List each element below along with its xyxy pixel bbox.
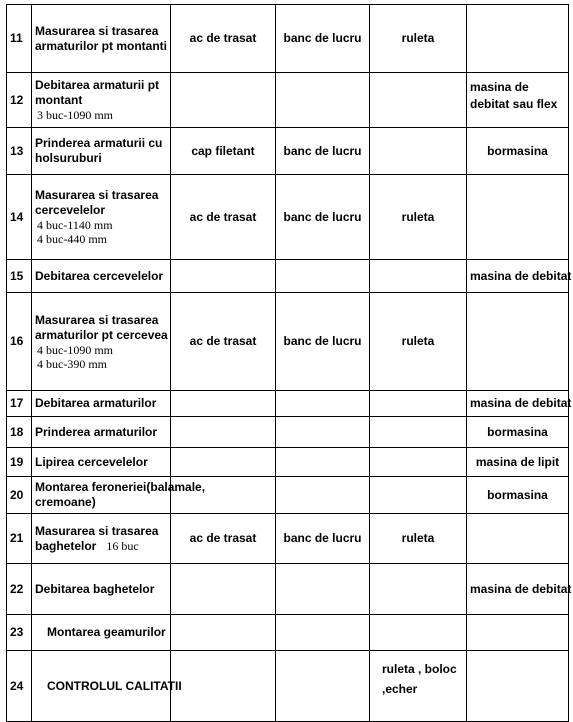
measuring-tool-cell (370, 615, 467, 651)
operation-cell (32, 128, 171, 175)
row-number: 23 (7, 615, 32, 651)
workbench-cell (276, 615, 370, 651)
operation-text: CONTROLUL CALITATII (47, 678, 182, 693)
measuring-tool-cell: ruleta (370, 175, 467, 260)
measuring-tool-cell: ruleta (370, 5, 467, 73)
workbench-cell: banc de lucru (276, 514, 370, 564)
table-row (7, 5, 569, 73)
machine-cell: masina de debitat (467, 260, 569, 293)
operation-text: armaturilor pt montanti (35, 38, 168, 53)
operation-text: Debitarea armaturii pt (35, 78, 160, 92)
table-row (7, 615, 569, 651)
dimension-text: 4 buc-390 mm (37, 356, 107, 371)
workbench-cell (276, 564, 370, 615)
measuring-tool-cell (370, 73, 467, 128)
table-row (7, 514, 569, 564)
table-row (7, 651, 569, 722)
tool-cell: ac de trasat (171, 175, 276, 260)
operation-cell (32, 73, 171, 128)
measuring-tool-cell (370, 564, 467, 615)
table-row (7, 175, 569, 260)
workbench-cell (276, 260, 370, 293)
machine-cell: bormasina (467, 128, 569, 175)
operation-text: Debitarea armaturilor (35, 396, 157, 410)
operation-text: cremoane) (35, 495, 96, 509)
quantity-text: 16 buc (106, 538, 139, 553)
workbench-cell: banc de lucru (276, 5, 370, 73)
machine-cell: masina de debitat (467, 391, 569, 417)
operation-text: Lipirea cercevelelor (35, 454, 148, 469)
measuring-tool-cell (370, 477, 467, 514)
operation-cell (32, 417, 171, 448)
operation-cell (32, 564, 171, 615)
operation-text: Masurarea si trasarea (35, 523, 159, 538)
table-row (7, 417, 569, 448)
operation-cell (32, 175, 171, 260)
dimension-text: 4 buc-440 mm (37, 232, 107, 246)
measuring-tool-cell (370, 260, 467, 293)
operations-table-body (7, 5, 572, 722)
tool-cell: ac de trasat (171, 5, 276, 73)
dimension-text: 3 buc-1090 mm (37, 108, 113, 122)
tool-cell (171, 391, 276, 417)
row-number: 17 (7, 391, 32, 417)
row-number: 15 (7, 260, 32, 293)
tool-cell: ac de trasat (171, 293, 276, 391)
machine-cell (467, 293, 569, 391)
machine-cell: masina de lipit (467, 448, 569, 477)
operation-cell (32, 615, 171, 651)
workbench-cell (276, 391, 370, 417)
operation-text: Montarea geamurilor (47, 625, 166, 639)
table-row (7, 73, 569, 128)
table-row (7, 260, 569, 293)
tool-cell (171, 73, 276, 128)
machine-cell: bormasina (467, 417, 569, 448)
machine-cell: masina de debitat (467, 564, 569, 615)
operation-cell (32, 514, 171, 564)
row-number: 13 (7, 128, 32, 175)
dimension-text: 4 buc-1090 mm (37, 342, 113, 357)
operation-text: Masurarea si trasarea (35, 23, 159, 38)
tool-cell (171, 448, 276, 477)
operation-cell (32, 651, 182, 722)
operations-table (6, 4, 572, 722)
workbench-cell (276, 651, 370, 722)
operation-text: Debitarea baghetelor (35, 581, 155, 596)
table-row (7, 477, 569, 514)
operation-text: Masurarea si trasarea (35, 188, 159, 202)
machine-cell (467, 514, 569, 564)
machine-cell: bormasina (467, 477, 569, 514)
tool-cell (171, 260, 276, 293)
machine-cell (467, 5, 569, 73)
operation-cell (32, 293, 171, 391)
workbench-cell (276, 448, 370, 477)
measuring-tool-cell: ruleta (370, 293, 467, 391)
dimension-text: 4 buc-1140 mm (37, 218, 113, 232)
operation-line-wrap (35, 539, 167, 554)
measuring-tool-cell (370, 448, 467, 477)
table-row (7, 128, 569, 175)
measuring-tool-cell (370, 128, 467, 175)
table-row (7, 293, 569, 391)
operation-cell (32, 448, 171, 477)
operation-text: Debitarea cercevelelor (35, 268, 164, 283)
operation-cell (32, 391, 171, 417)
operation-text: Prinderea armaturii cu (35, 136, 163, 150)
operation-text: holsuruburi (35, 151, 102, 165)
measuring-tool-cell (370, 417, 467, 448)
row-number: 22 (7, 564, 32, 615)
tool-cell (171, 615, 276, 651)
workbench-cell (276, 417, 370, 448)
table-row (7, 448, 569, 477)
workbench-cell (276, 73, 370, 128)
workbench-cell: banc de lucru (276, 293, 370, 391)
row-number: 11 (7, 5, 32, 73)
machine-cell (467, 175, 569, 260)
machine-cell: masina de debitat sau flex (467, 73, 569, 128)
operation-text: montant (35, 93, 83, 107)
row-number: 18 (7, 417, 32, 448)
operation-cell (32, 260, 171, 293)
operation-cell (32, 477, 206, 514)
operation-text: Masurarea si trasarea (35, 312, 159, 327)
measuring-tool-cell: ruleta , boloc ,echer (370, 651, 467, 722)
measuring-tool-cell (370, 391, 467, 417)
workbench-cell: banc de lucru (276, 175, 370, 260)
operation-text: Montarea feroneriei(balamale, (35, 480, 206, 494)
row-number: 14 (7, 175, 32, 260)
machine-cell (467, 651, 569, 722)
tool-cell (171, 564, 276, 615)
operation-text: cercevelelor (35, 203, 106, 217)
tool-cell (171, 651, 276, 722)
operation-cell (32, 5, 171, 73)
tool-cell: ac de trasat (171, 514, 276, 564)
row-number: 24 (7, 651, 32, 722)
row-number: 21 (7, 514, 32, 564)
tool-cell (171, 417, 276, 448)
workbench-cell: banc de lucru (276, 128, 370, 175)
table-row (7, 564, 569, 615)
row-number: 20 (7, 477, 32, 514)
measuring-tool-cell: ruleta (370, 514, 467, 564)
machine-cell (467, 615, 569, 651)
row-number: 12 (7, 73, 32, 128)
table-row (7, 391, 569, 417)
row-number: 19 (7, 448, 32, 477)
workbench-cell (276, 477, 370, 514)
operation-text: armaturilor pt cercevea (35, 327, 168, 342)
row-number: 16 (7, 293, 32, 391)
operation-text: Prinderea armaturilor (35, 424, 158, 439)
operation-text: baghetelor (35, 538, 97, 553)
tool-cell: cap filetant (171, 128, 276, 175)
